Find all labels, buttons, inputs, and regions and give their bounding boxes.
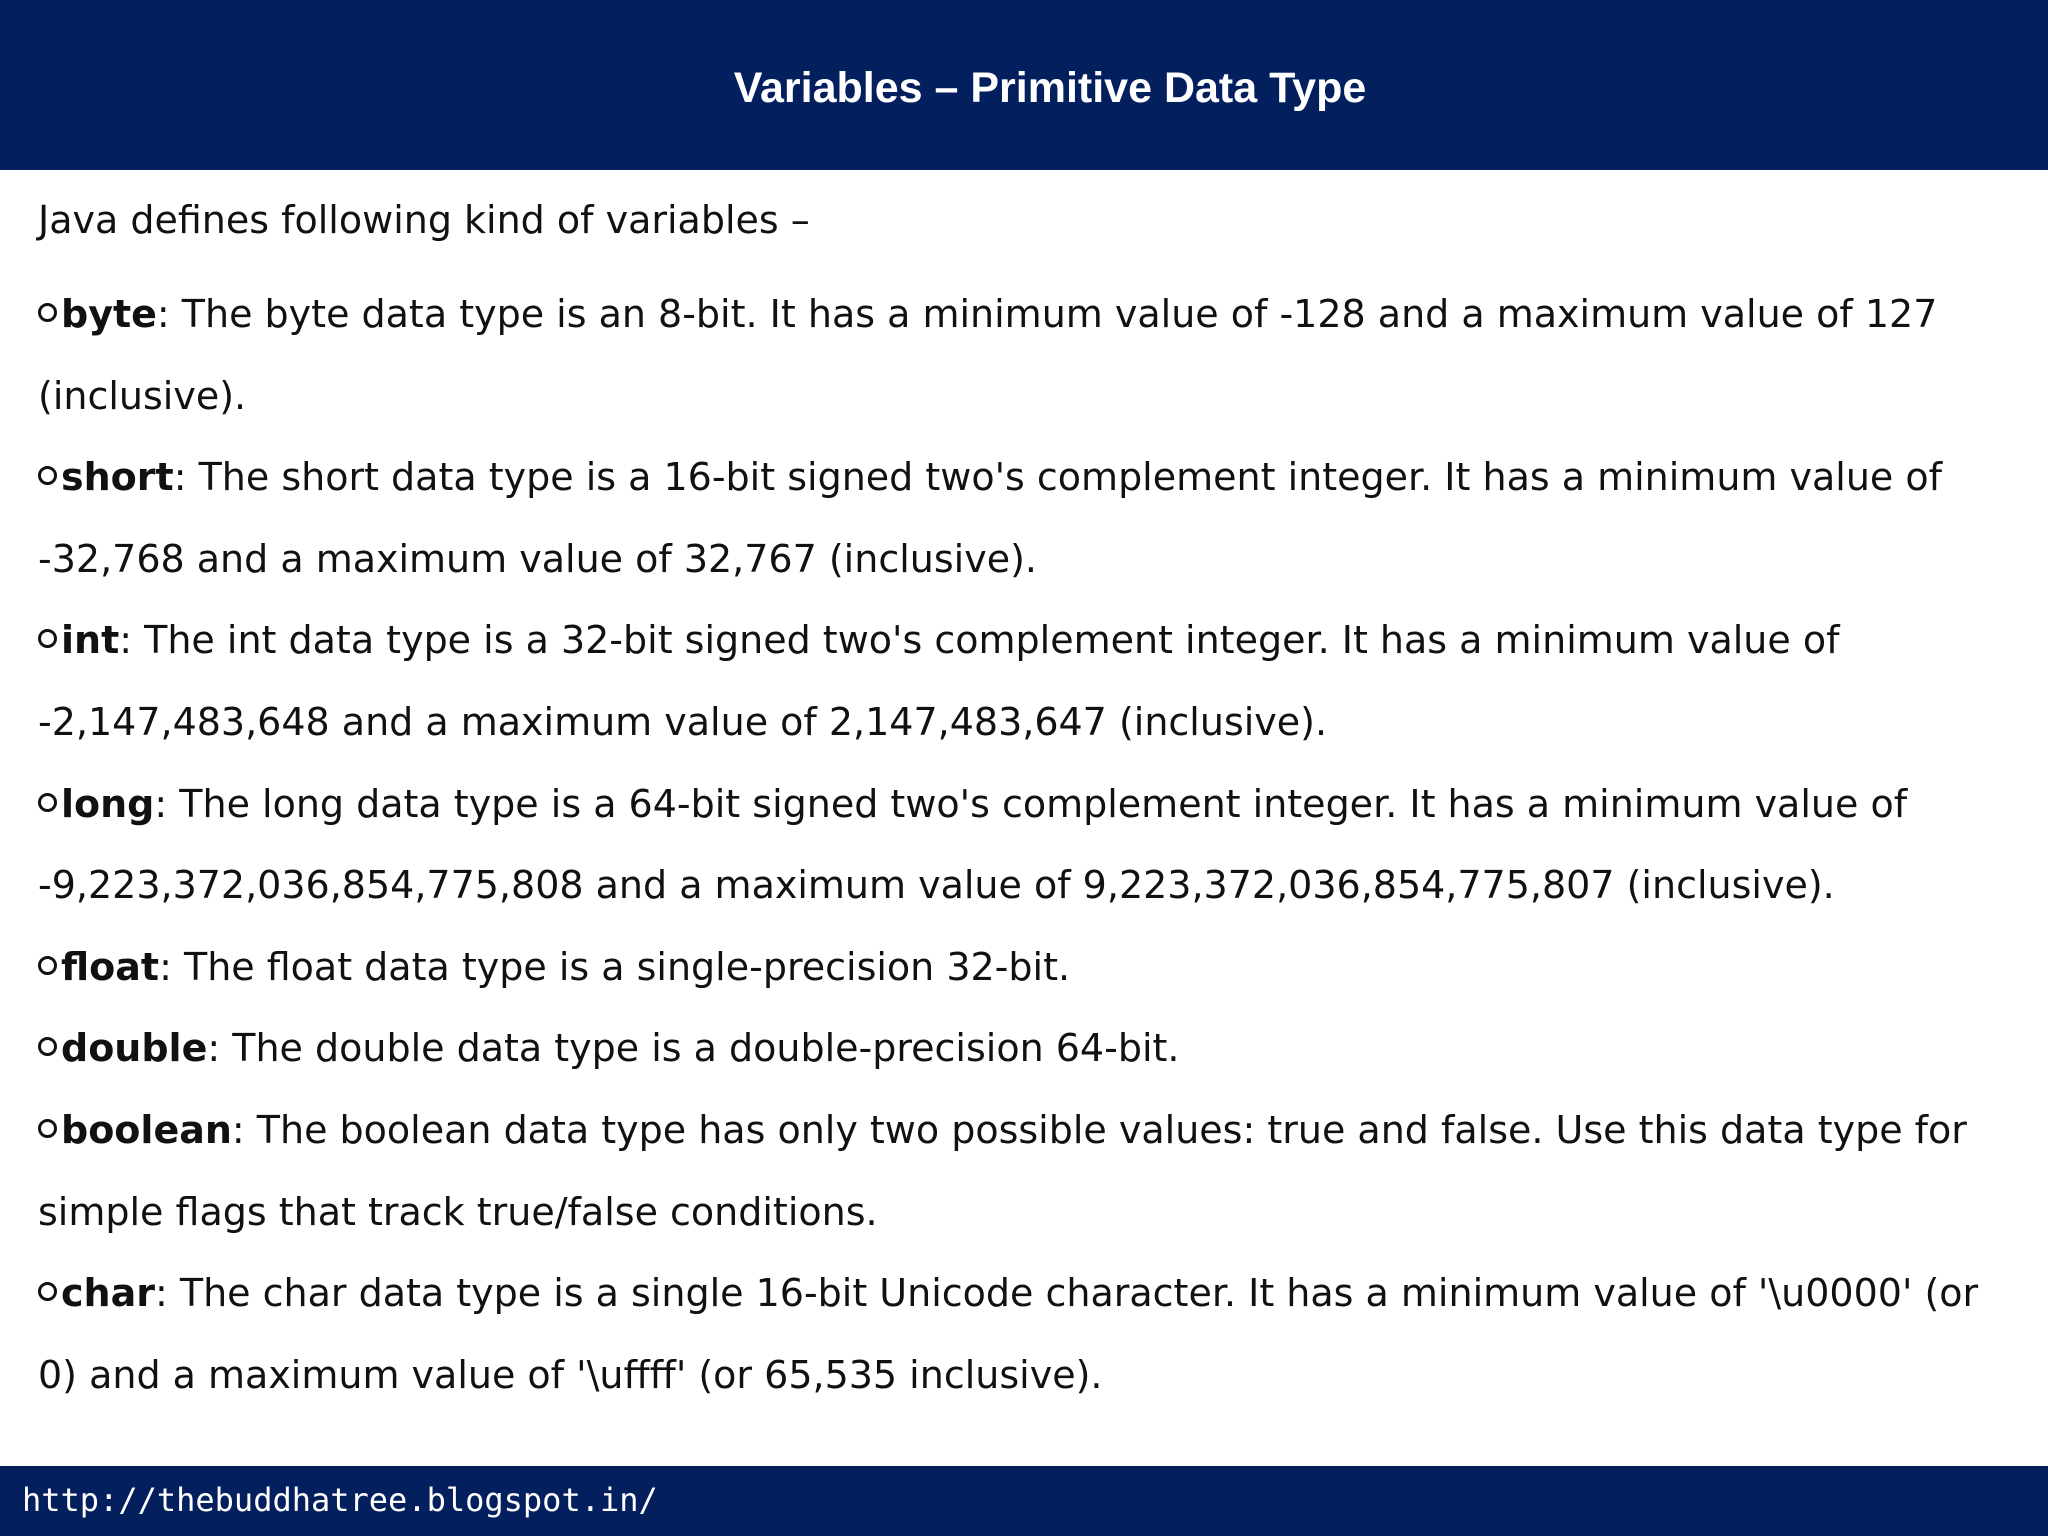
circle-bullet-icon — [38, 629, 57, 648]
list-item-boolean — [38, 1090, 2028, 1253]
description-long: : The long data type is a 64-bit signed two's complement integer. It has a minimum value of -9,223,372,036,854,775,808 and a maximum value of 9,223,372,036,854,775,807 (inclusive). — [38, 781, 1908, 908]
slide-title: Variables – Primitive Data Type — [733, 64, 1367, 112]
term-byte: byte — [61, 292, 157, 336]
list-item-byte — [38, 274, 2028, 437]
circle-bullet-icon — [38, 1119, 57, 1138]
term-char: char — [61, 1271, 155, 1316]
list-item-long — [38, 764, 2028, 927]
list-item-double — [38, 1008, 2028, 1090]
term-double: double — [61, 1026, 208, 1071]
description-short: : The short data type is a 16-bit signed two's complement integer. It has a minimum value of -32,768 and a maximum value of 32,767 (inclusive). — [38, 455, 1943, 581]
circle-bullet-icon — [38, 956, 57, 975]
description-double: : The double data type is a double-precision 64-bit. — [207, 1026, 1180, 1071]
circle-bullet-icon — [38, 303, 57, 322]
description-int: : The int data type is a 32-bit signed two's complement integer. It has a minimum value of -2,147,483,648 and a maximum value of 2,147,483,647 (inclusive). — [38, 618, 1840, 744]
intro-text: Java defines following kind of variables – — [38, 198, 810, 242]
term-float: float — [61, 944, 160, 989]
description-boolean: : The boolean data type has only two possible values: true and false. Use this data type for simple flags that track true/false conditions. — [38, 1107, 1967, 1234]
description-byte: : The byte data type is an 8-bit. It has a minimum value of -128 and a maximum value of 127 (inclusive). — [38, 292, 1938, 418]
list-item-int — [38, 600, 2028, 763]
list-item-float — [38, 927, 2028, 1009]
footer-bar — [0, 1466, 2048, 1536]
term-short: short — [61, 455, 174, 500]
term-long: long — [61, 781, 155, 826]
circle-bullet-icon — [38, 1282, 57, 1301]
term-boolean: boolean — [61, 1107, 232, 1152]
title-bar — [0, 0, 2048, 170]
description-char: : The char data type is a single 16-bit Unicode character. It has a minimum value of '\u0000' (or 0) and a maximum value of '\uffff' (or 65,535 inclusive). — [38, 1271, 1979, 1397]
list-item-short — [38, 437, 2028, 600]
circle-bullet-icon — [38, 1037, 57, 1056]
description-float: : The float data type is a single-precision 32-bit. — [159, 944, 1071, 989]
circle-bullet-icon — [38, 793, 57, 812]
term-int: int — [61, 618, 120, 663]
slide-body — [38, 192, 2028, 1416]
footer-url-link[interactable]: http://thebuddhatree.blogspot.in/ — [22, 1481, 658, 1519]
circle-bullet-icon — [38, 466, 57, 485]
list-item-char — [38, 1253, 2028, 1416]
